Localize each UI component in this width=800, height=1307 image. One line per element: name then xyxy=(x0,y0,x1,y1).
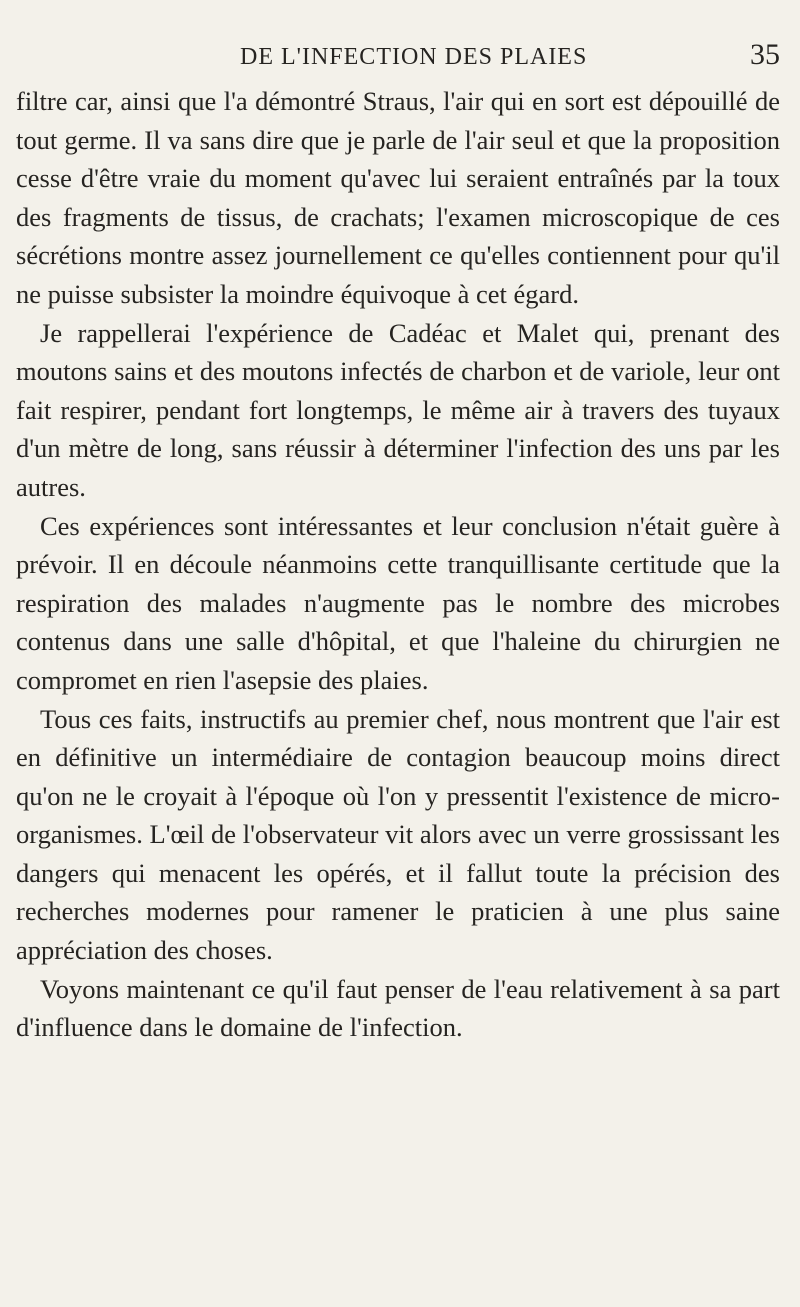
paragraph-2: Je rappellerai l'expérience de Cadéac et Malet qui, prenant des moutons sains et des moutons infectés de charbon et de variole, leur ont fait respirer, pendant fort longtemps, le même air à travers des tuyaux d'un mètre de long, sans réussir à déterminer l'infection des uns par les autres. xyxy=(16,317,780,502)
body-text xyxy=(16,82,780,1047)
running-head xyxy=(120,40,780,80)
paragraph-4: Tous ces faits, instructifs au premier chef, nous montrent que l'air est en définitive un intermédiaire de contagion beaucoup moins direct qu'on ne le croyait à l'époque où l'on y pressentit l'existence de micro-organismes. L'œil de l'observateur vit alors avec un verre grossissant les dangers qui menacent les opérés, et il fallut toute la précision des recherches modernes pour ramener le praticien à une plus saine appréciation des choses. xyxy=(16,703,780,966)
page-number: 35 xyxy=(750,38,780,71)
running-title: DE L'INFECTION DES PLAIES xyxy=(240,44,588,70)
paragraph-1: filtre car, ainsi que l'a démontré Straus, l'air qui en sort est dépouillé de tout germe. Il va sans dire que je parle de l'air seul et que la proposition cesse d'être vraie du moment qu'avec lui seraient entraînés par la toux des fragments de tissus, de crachats; l'examen microscopique de ces sécrétions montre assez journellement ce qu'elles contiennent pour qu'il ne puisse subsister la moindre équivoque à cet égard. xyxy=(16,86,780,309)
paragraph-5: Voyons maintenant ce qu'il faut penser de l'eau relativement à sa part d'influence dans le domaine de l'infection. xyxy=(16,973,780,1043)
paragraph-3: Ces expériences sont intéressantes et leur conclusion n'était guère à prévoir. Il en découle néanmoins cette tranquillisante certitude que la respiration des malades n'augmente pas le nombre des microbes contenus dans une salle d'hôpital, et que l'haleine du chirurgien ne compromet en rien l'asepsie des plaies. xyxy=(16,510,780,695)
